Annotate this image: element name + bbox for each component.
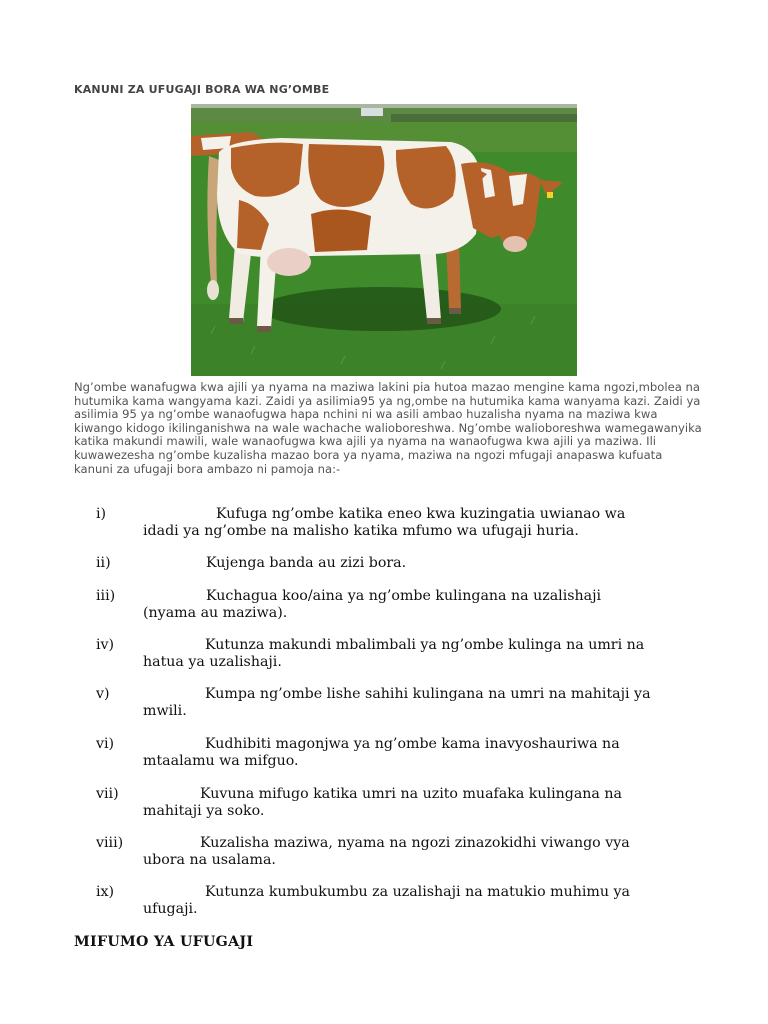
document-title: KANUNI ZA UFUGAJI BORA WA NG’OMBE (74, 83, 330, 96)
list-item-text-continued: ufugaji. (143, 901, 198, 917)
list-item-text: Kutunza makundi mbalimbali ya ng’ombe kulinga na umri na (205, 637, 645, 653)
list-item-text-continued: ubora na usalama. (143, 852, 276, 868)
list-item-text: Kumpa ng’ombe lishe sahihi kulingana na umri na mahitaji ya (205, 686, 651, 702)
list-item-text: Kuchagua koo/aina ya ng’ombe kulingana na uzalishaji (206, 588, 602, 604)
list-item-text: Kuvuna mifugo katika umri na uzito muafaka kulingana na (200, 786, 622, 802)
list-item-number: vii) (96, 786, 119, 802)
list-item-number: v) (96, 686, 110, 702)
list-item-text-continued: mwili. (143, 703, 187, 719)
list-item-text-continued: (nyama au maziwa). (143, 605, 288, 621)
list-item-text-continued: mtaalamu wa mifguo. (143, 753, 299, 769)
list-item-text: Kudhibiti magonjwa ya ng’ombe kama inavyoshauriwa na (205, 736, 620, 752)
list-item-number: i) (96, 506, 107, 522)
intro-paragraph: Ng’ombe wanafugwa kwa ajili ya nyama na maziwa lakini pia hutoa mazao mengine kama ngozi,mbolea na hutumika kama wangyama kazi. Zaidi ya asilimia95 ya ng,ombe na hutumika kama wanyama kazi. Zaidi ya asilimia 95 ya ng’ombe wanaofugwa hapa nchini ni wa asili ambao huzalisha nyama na maziwa kwa kiwango kidogo ikilinganishwa na wale wachache walioboreshwa. Ng’ombe walioboreshwa wamegawanyika katika makundi mawili, wale wanaofugwa kwa ajili ya nyama na wanaofugwa kwa ajili ya maziwa. Ili kuwawezesha ng’ombe kuzalisha mazao bora ya nyama, maziwa na ngozi mfugaji anapaswa kufuata kanuni za ufugaji bora ambazo ni pamoja na:- (74, 380, 702, 476)
list-item-number: iv) (96, 637, 115, 653)
list-item-number: iii) (96, 588, 116, 604)
list-item-text-continued: hatua ya uzalishaji. (143, 654, 282, 670)
list-item-number: ix) (96, 884, 115, 900)
list-item-number: ii) (96, 555, 111, 571)
list-item-text-continued: mahitaji ya soko. (143, 803, 265, 819)
list-item-text: Kujenga banda au zizi bora. (206, 555, 407, 571)
section-heading: MIFUMO YA UFUGAJI (74, 934, 254, 950)
list-item-text: Kufuga ng’ombe katika eneo kwa kuzingatia uwianao wa (216, 506, 626, 522)
list-item-text: Kutunza kumbukumbu za uzalishaji na matukio muhimu ya (205, 884, 630, 900)
list-item-number: vi) (96, 736, 115, 752)
list-item-text-continued: idadi ya ng’ombe na malisho katika mfumo wa ufugaji huria. (143, 523, 579, 539)
list-item-number: viii) (96, 835, 124, 851)
list-item-text: Kuzalisha maziwa, nyama na ngozi zinazokidhi viwango vya (200, 835, 630, 851)
